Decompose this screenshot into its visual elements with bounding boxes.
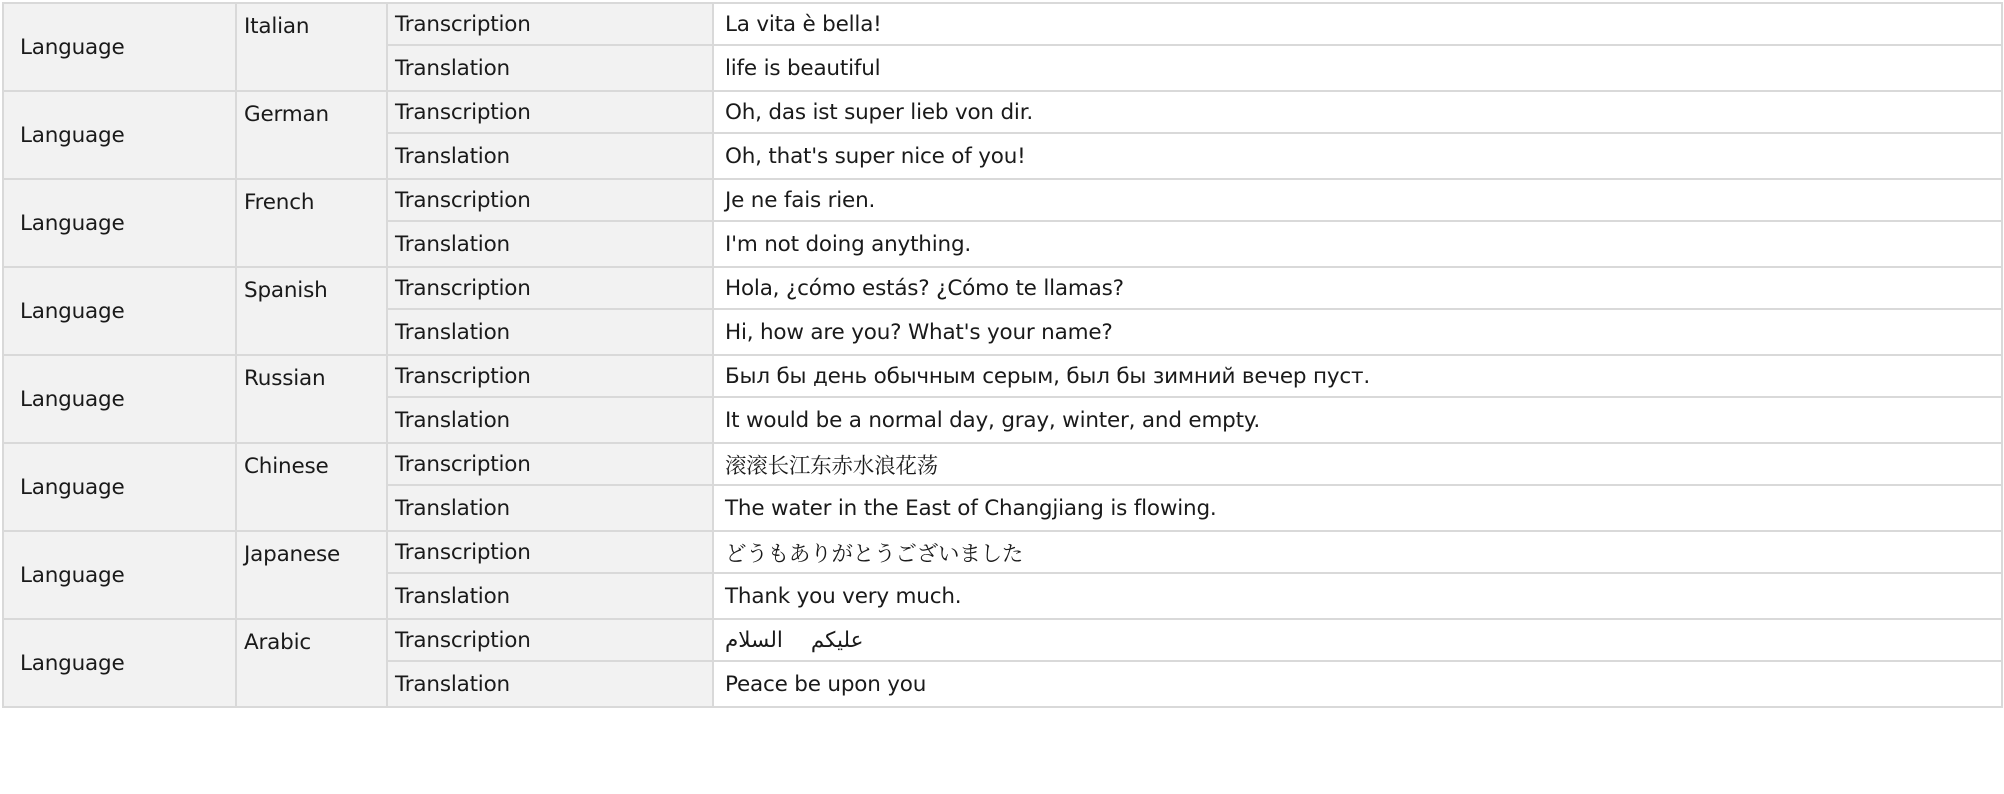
language-name: Spanish [236, 267, 387, 355]
language-name: Arabic [236, 619, 387, 707]
table-row [3, 3, 2002, 45]
transcription-label: Transcription [387, 443, 713, 485]
translation-text: It would be a normal day, gray, winter, and empty. [713, 397, 2002, 443]
language-name: German [236, 91, 387, 179]
language-name: Japanese [236, 531, 387, 619]
translation-label: Translation [387, 309, 713, 355]
transcription-label: Transcription [387, 179, 713, 221]
transcription-label: Transcription [387, 531, 713, 573]
transcription-label: Transcription [387, 267, 713, 309]
row-label: Language [3, 3, 236, 91]
row-label: Language [3, 179, 236, 267]
table-row [3, 619, 2002, 661]
table-row [3, 179, 2002, 221]
translation-text: Oh, that's super nice of you! [713, 133, 2002, 179]
language-name: Russian [236, 355, 387, 443]
arabic-word: عليكم [810, 627, 864, 653]
translation-label: Translation [387, 133, 713, 179]
row-label: Language [3, 619, 236, 707]
row-label: Language [3, 267, 236, 355]
table-row [3, 91, 2002, 133]
transcription-text: Je ne fais rien. [713, 179, 2002, 221]
translation-text: I'm not doing anything. [713, 221, 2002, 267]
transcription-text: Oh, das ist super lieb von dir. [713, 91, 2002, 133]
language-name: Italian [236, 3, 387, 91]
table-row [3, 267, 2002, 309]
transcription-text: Hola, ¿cómo estás? ¿Cómo te llamas? [713, 267, 2002, 309]
row-label: Language [3, 91, 236, 179]
translation-text: Peace be upon you [713, 661, 2002, 707]
row-label: Language [3, 443, 236, 531]
translation-text: Hi, how are you? What's your name? [713, 309, 2002, 355]
table-row [3, 531, 2002, 573]
translation-label: Translation [387, 397, 713, 443]
transcription-label: Transcription [387, 3, 713, 45]
row-label: Language [3, 531, 236, 619]
transcription-label: Transcription [387, 619, 713, 661]
translation-label: Translation [387, 573, 713, 619]
translation-label: Translation [387, 45, 713, 91]
translation-label: Translation [387, 661, 713, 707]
arabic-word: السلام [725, 627, 783, 653]
translation-text: life is beautiful [713, 45, 2002, 91]
translation-label: Translation [387, 485, 713, 531]
transcription-label: Transcription [387, 355, 713, 397]
transcription-text: 滚滚长江东赤水浪花荡 [713, 443, 2002, 485]
transcription-text [713, 619, 2002, 661]
language-name: Chinese [236, 443, 387, 531]
row-label: Language [3, 355, 236, 443]
language-table [2, 2, 2003, 708]
language-name: French [236, 179, 387, 267]
translation-label: Translation [387, 221, 713, 267]
translation-text: The water in the East of Changjiang is flowing. [713, 485, 2002, 531]
table-row [3, 355, 2002, 397]
table-row [3, 443, 2002, 485]
transcription-label: Transcription [387, 91, 713, 133]
transcription-text: Был бы день обычным серым, был бы зимний вечер пуст. [713, 355, 2002, 397]
translation-text: Thank you very much. [713, 573, 2002, 619]
transcription-text: どうもありがとうございました [713, 531, 2002, 573]
transcription-text: La vita è bella! [713, 3, 2002, 45]
